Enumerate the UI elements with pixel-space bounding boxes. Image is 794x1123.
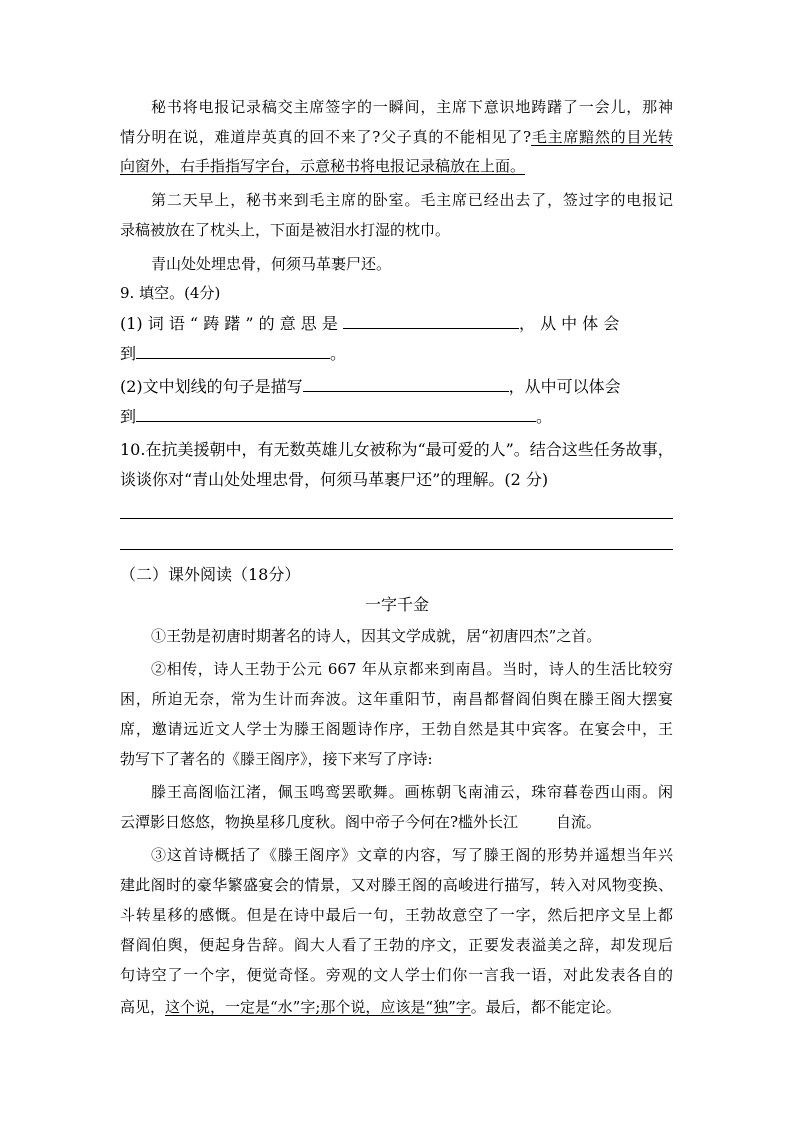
passage-line: 督阎伯舆，便起身告辞。阎大人看了王勃的序文，正要发表溢美之辞，却发现后 [120,936,673,954]
question-text: (2)文中划线的句子是描写 [120,377,303,396]
passage-line: ②相传，诗人王勃于公元 667 年从京都来到南昌。当时，诗人的生活比较穷 [151,660,673,678]
poem-line: 滕王高阁临江渚，佩玉鸣鸾罢歌舞。画栋朝飞南浦云，珠帘暮卷西山雨。闲 [151,783,673,801]
section-heading: （二）课外阅读（18分） [120,565,301,584]
question-text: ， 从 中 体 会 [518,314,620,333]
passage-line: 困，所迫无奈，常为生计而奔波。这年重阳节，南昌都督阎伯舆在滕王阁大摆宴 [120,690,673,708]
question-9-item-1-cont [120,343,673,365]
answer-blank[interactable] [136,343,330,359]
passage-line [120,996,673,1018]
story-poem-line: 青山处处埋忠骨，何须马革裹尸还。 [151,255,392,273]
story-line: 第二天早上，秘书来到毛主席的卧室。毛主席已经出去了，签过字的电报记 [151,191,673,209]
answer-blank[interactable] [303,376,509,392]
underlined-sentence: 毛主席黯然的目光转 [531,128,673,146]
passage-line: 斗转星移的感慨。但是在诗中最后一句，王勃故意空了一字，然后把序文呈上都 [120,906,673,924]
answer-blank[interactable] [136,406,536,422]
question-9-heading: 9. 填空。(4分) [120,284,221,302]
passage-line: 席，邀请远近文人学士为滕王阁题诗作序，王勃自然是其中宾客。在宴会中，王 [120,720,673,738]
question-text: 。 [536,407,553,426]
underlined-sentence: 这个说，一定是“水”字;那个说，应该是“独”字 [165,998,471,1016]
question-text: (1) 词 语 “ 踌 躇 ” 的 意 思 是 [120,314,338,333]
passage-text: 。最后，都不能定论。 [470,998,621,1016]
underlined-sentence: 向窗外，右手指指写字台，示意秘书将电报记录稿放在上面。 [120,157,526,175]
passage-line: 勃写下了著名的《滕王阁序》，接下来写了序诗: [120,750,433,768]
passage-text: 高见， [120,998,166,1016]
poem-text: 云潭影日悠悠，物换星移几度秋。阁中帝子今何在?槛外长江 [120,813,519,831]
passage-line: ①王勃是初唐时期著名的诗人，因其文学成就，居“初唐四杰”之首。 [151,627,602,645]
story-line: 秘书将电报记录稿交主席签字的一瞬间，主席下意识地踌躇了一会儿，那神 [151,98,673,116]
question-9-item-2 [120,376,673,398]
story-text: 情分明在说，难道岸英真的回不来了?父子真的不能相见了? [120,128,532,146]
question-10-line: 谈谈你对“青山处处埋忠骨，何须马革裹尸还”的理解。(2 分) [120,470,549,489]
story-line [120,126,673,148]
answer-line[interactable] [120,549,673,550]
story-line: 录稿被放在了枕头上，下面是被泪水打湿的枕巾。 [120,221,451,239]
question-9-item-2-cont [120,406,673,428]
question-text: 。 [330,344,347,363]
question-9-item-1 [120,313,673,335]
passage-title: 一字千金 [364,595,429,614]
passage-line: ③这首诗概括了《滕王阁序》文章的内容，写了滕王阁的形势并遥想当年兴 [151,846,673,864]
question-text: ，从中可以体会 [508,377,621,396]
poem-line [120,811,673,833]
question-text: 到 [120,407,137,426]
passage-line: 建此阁时的豪华繁盛宴会的情景，又对滕王阁的高峻进行描写，转入对风物变换、 [120,876,673,894]
passage-line: 句诗空了一个字，便觉奇怪。旁观的文人学士们你一言我一语，对此发表各自的 [120,966,673,984]
question-10-line: 10.在抗美援朝中，有无数英雄儿女被称为“最可爱的人”。结合这些任务故事， [120,440,674,459]
answer-line[interactable] [120,518,673,519]
story-line [120,155,673,177]
answer-blank[interactable] [343,313,519,329]
poem-text: 自流。 [556,813,602,831]
question-text: 到 [120,344,137,363]
